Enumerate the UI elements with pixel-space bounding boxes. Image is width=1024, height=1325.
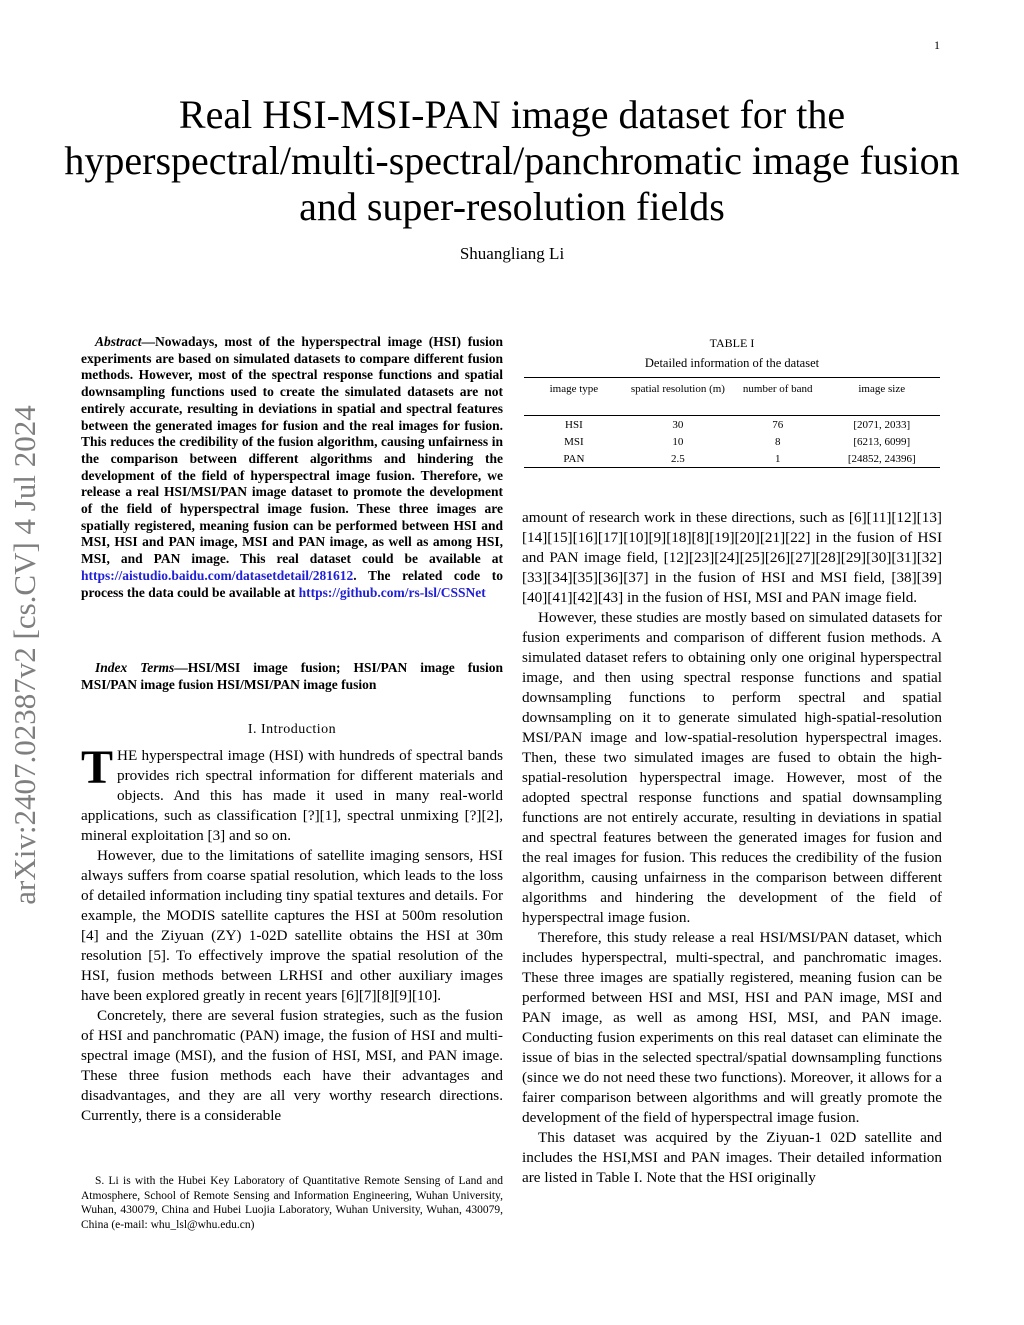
right-paragraph-3: Therefore, this study release a real HSI/MSI/PAN dataset, which includes hyperspectral, multi-spectral, and panchromatic images. These three images are spatially registered, meaning fusion can be performed between HSI and MSI, HSI and PAN image, MSI and PAN image, as well as among HSI, MSI, and PAN image. Conducting fusion experiments on this real dataset can eliminate the issue of bias in the selected spectral/spatial downsampling functions (since we do not need these two functions). Moreover, it allows for a fairer comparison between algorithms and will greatly promote the development of the field of hyperspectral image fusion. [522,929,942,1126]
introduction-body [81,741,503,1126]
table-cell: 8 [774,435,781,448]
abstract-label: Abstract [95,334,142,349]
table-row [524,450,940,468]
paper-title: Real HSI-MSI-PAN image dataset for the hyperspectral/multi-spectral/panchromatic image fusion and super-resolution fields [64,92,960,229]
table-header-cell: number of band [742,383,813,395]
intro-paragraph-3: Concretely, there are several fusion strategies, such as the fusion of HSI and panchromatic (PAN) image, the fusion of HSI and multi-spectral image (MSI), and the fusion of HSI, MSI, and PAN image. These three fusion methods each have their advantages and disadvantages, and they are all very worthy research directions. Currently, there is a considerable [81,1007,503,1124]
table-label: TABLE I [709,336,755,350]
table-cell: HSI [524,416,624,434]
dataset-link[interactable]: https://aistudio.baidu.com/datasetdetail/281612 [81,567,354,583]
right-paragraph-continued: amount of research work in these directions, such as [6][11][12][13][14][15][16][17][10][9][18][8][19][20][21][22] in the fusion of HSI and PAN image field, [12][23][24][25][26][27][28][29][30][31][32][33][34][35][36][37] in the fusion of HSI and MSI field, [38][39][40][41][42][43] in the fusion of HSI, MSI and PAN image field. [522,509,942,606]
table-cell: MSI [564,435,584,448]
index-terms [81,660,503,693]
abstract-text-2: . The related code to process the data could be available at [81,567,503,600]
right-paragraph-4: This dataset was acquired by the Ziyuan-1 02D satellite and includes the HSI,MSI and PAN images. Their detailed information are listed in Table I. Note that the HSI originally [522,1129,942,1186]
table-cell: 30 [624,416,732,434]
right-paragraph-2: However, these studies are mostly based on simulated datasets for fusion experiments and comparison of different fusion methods. A simulated dataset refers to obtaining only one original hyperspectral image, and then using spectral response functions and spatial downsampling functions to perform spectral and spatial downsampling on it to generate simulated high-spatial-resolution MSI/PAN image and low-spatial-resolution hyperspectral images. Then, these two simulated images are fused to obtain the high-spatial-resolution hyperspectral image. However, most of the adopted spectral response functions and spatial downsampling functions are not entirely accurate, resulting in deviations in spatial and spectral features between the generated images for fusion and the real images for fusion. This reduces the credibility of the fusion algorithm, causing unfairness in the comparison between different algorithms and hindering the development of the field of hyperspectral image fusion. [522,609,942,926]
table-cell: 2.5 [624,450,732,468]
table-cell: 10 [672,435,684,448]
table-cell: [24852, 24396] [824,450,941,468]
page-number: 1 [934,38,940,52]
dataset-table [524,377,940,468]
arxiv-stamp: arXiv:2407.02387v2 [cs.CV] 4 Jul 2024 [7,405,42,905]
code-link[interactable]: https://github.com/rs-lsl/CSSNet [298,584,486,600]
table-header-cell: spatial resolution (m) [630,383,725,395]
intro-paragraph-1: HE hyperspectral image (HSI) with hundreds of spectral bands provides rich spectral information for different materials and objects. And this has made it used in many real-world applications, such as classification [?][1], spectral unmixing [?][2], mineral exploitation [3] and so on. [81,747,503,844]
table-caption: Detailed information of the dataset [644,356,820,370]
abstract [81,334,503,601]
author-name: Shuangliang Li [459,244,565,263]
intro-paragraph-2: However, due to the limitations of satellite imaging sensors, HSI always suffers from coarse spatial resolution, which leads to the loss of detailed information including tiny spatial textures and details. For example, the MODIS satellite captures the HSI at 500m resolution [4] and the Ziyuan (ZY) 1-02D satellite obtains the HSI at 30m resolution [5]. To effectively improve the spatial resolution of the HSI, fusion methods between LRHSI and other auxiliary images have been explored greatly in recent years [6][7][8][9][10]. [81,847,503,1004]
table-cell: [6213, 6099] [853,435,911,448]
table-row [524,416,940,434]
table-cell: 76 [732,416,824,434]
table-row [524,433,940,450]
table-cell: [2071, 2033] [824,416,941,434]
index-terms-text: —HSI/MSI image fusion; HSI/PAN image fusion MSI/PAN image fusion HSI/MSI/PAN image fusion [81,660,504,692]
author-footnote: S. Li is with the Hubei Key Laboratory of Quantitative Remote Sensing of Land and Atmosphere, School of Remote Sensing and Information Engineering, Wuhan University, Wuhan, 430079, China and Hubei Luojia Laboratory, Wuhan University, Wuhan, 430079, China (e-mail: whu_lsl@whu.edu.cn) [81,1175,503,1231]
table-header-cell: image size [858,383,906,395]
table-header-row [524,378,940,416]
section-heading-introduction: I. Introduction [247,722,337,737]
index-terms-label: Index Terms [95,660,175,675]
right-column-body [522,508,942,1188]
abstract-text-1: —Nowadays, most of the hyperspectral image (HSI) fusion experiments are based on simulated datasets to compare different fusion methods. However, most of the spectral response functions and spatial downsampling functions used to create the simulated datasets are not entirely accurate, resulting in deviations in spatial and spectral features between the generated images for fusion and the real images for fusion. This reduces the credibility of the fusion algorithm, causing unfairness in the comparison between different algorithms and hindering the development of the field of hyperspectral image fusion. Therefore, we release a real HSI/MSI/PAN image dataset to promote the development of the field of hyperspectral image fusion. These three images are spatially registered, meaning fusion can be performed between HSI and MSI, HSI and PAN image, MSI and PAN image, as well as among HSI, MSI, and PAN image. This real dataset could be available at [81,334,503,567]
drop-cap: T [81,741,114,794]
table-cell: 1 [732,450,824,468]
table-header-cell: image type [549,383,599,395]
table-cell: PAN [524,450,624,468]
